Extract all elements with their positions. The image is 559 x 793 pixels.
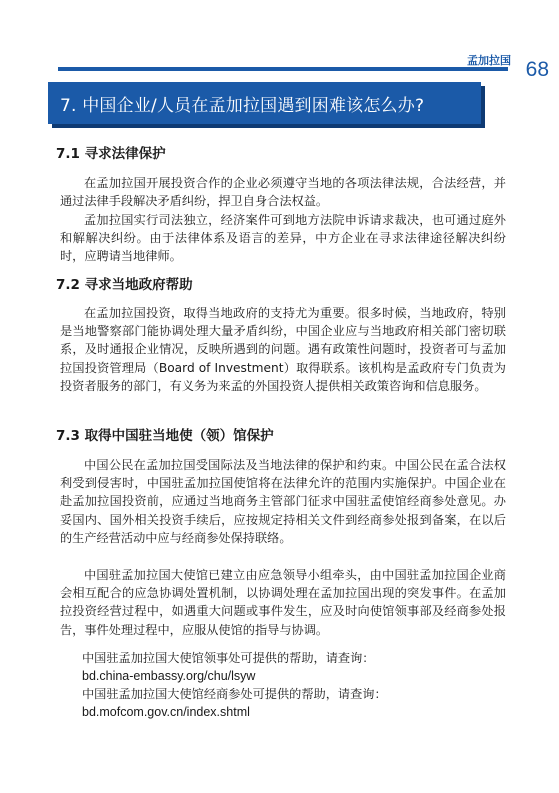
commercial-help-label: 中国驻孟加拉国大使馆经商参处可提供的帮助，请查询： xyxy=(82,687,387,701)
consular-help-url-line xyxy=(82,667,255,685)
section-7-3-paragraph-1: 中国公民在孟加拉国受国际法及当地法律的保护和约束。中国公民在孟合法权利受到侵害时，中国驻孟加拉国使馆将在法律允许的范围内实施保护。中国企业在赴孟加拉国投资前，应通过当地商务主管部门征求中国驻孟使馆经商参处意见。办妥国内、国外相关投资手续后，应按规定持相关文件到经商参处报到备案，在以后的生产经营活动中应与经商参处保持联络。 xyxy=(60,458,506,545)
chapter-title: 7. 中国企业/人员在孟加拉国遇到困难该怎么办? xyxy=(60,96,425,116)
section-7-3-paragraph-2: 中国驻孟加拉国大使馆已建立由应急领导小组牵头，由中国驻孟加拉国企业商会相互配合的应急协调处置机制，以协调处理在孟加拉国出现的突发事件。在孟加拉投资经营过程中，如遇重大问题或事件发生，应及时向使馆领事部及经商参处报告，事件处理过程中，应服从使馆的指导与协调。 xyxy=(60,568,506,637)
chapter-banner xyxy=(48,82,481,124)
header-rule xyxy=(58,67,508,71)
page-number: 68 xyxy=(525,58,549,81)
consular-help-link[interactable]: bd.china-embassy.org/chu/lsyw xyxy=(82,669,256,683)
header-country-label: 孟加拉国 xyxy=(467,54,511,67)
section-heading-7-2: 7.2 寻求当地政府帮助 xyxy=(56,277,193,293)
section-7-1-paragraph-2: 孟加拉国实行司法独立，经济案件可到地方法院申诉请求裁决，也可通过庭外和解解决纠纷。由于法律体系及语言的差异，中方企业在寻求法律途径解决纠纷时，应聘请当地律师。 xyxy=(60,213,506,264)
section-heading-7-3: 7.3 取得中国驻当地使（领）馆保护 xyxy=(56,428,274,444)
commercial-help-link[interactable]: bd.mofcom.gov.cn/index.shtml xyxy=(82,705,250,719)
commercial-help-url-line xyxy=(82,703,250,721)
section-7-2-paragraph-1: 在孟加拉国投资，取得当地政府的支持尤为重要。很多时候，当地政府，特别是当地警察部门能协调处理大量矛盾纠纷，中国企业应与当地政府相关部门密切联系，及时通报企业情况，反映所遇到的问题。遇有政策性问题时，投资者可与孟加拉国投资管理局（Board of Investment）取得联系。该机构是孟政府专门负责为投资者服务的部门，有义务为来孟的外国投资人提供相关政策咨询和信息服务。 xyxy=(60,306,506,393)
section-7-1-paragraph-1: 在孟加拉国开展投资合作的企业必须遵守当地的各项法律法规，合法经营，并通过法律手段解决矛盾纠纷，捍卫自身合法权益。 xyxy=(60,176,506,209)
consular-help-label: 中国驻孟加拉国大使馆领事处可提供的帮助，请查询： xyxy=(82,651,375,665)
section-heading-7-1: 7.1 寻求法律保护 xyxy=(56,146,166,162)
page-header xyxy=(0,0,559,90)
